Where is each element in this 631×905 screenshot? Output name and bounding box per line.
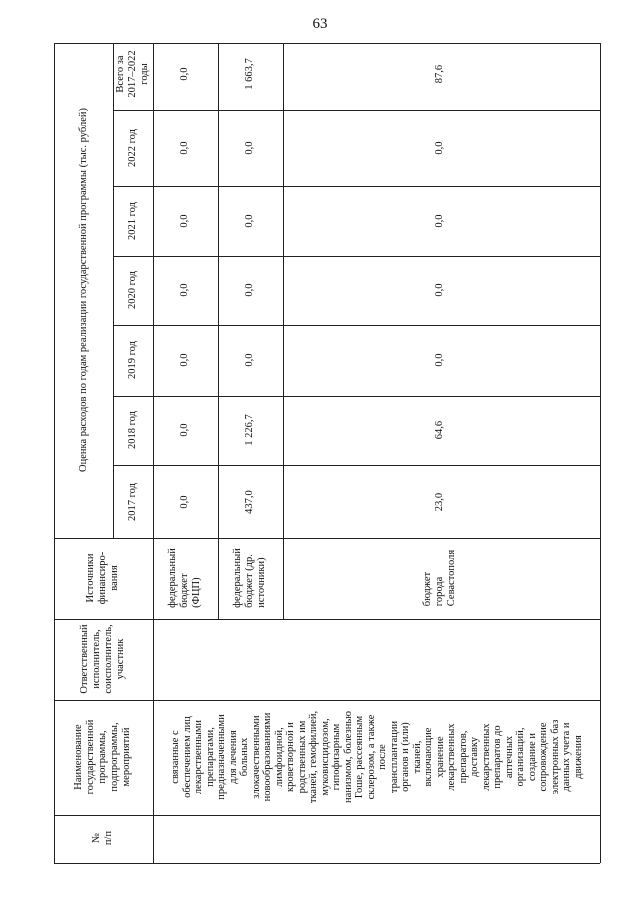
value-cell: 0,0 [244,214,255,228]
table-border-bottom [54,863,600,864]
value-cell: 0,0 [179,495,190,509]
value-cell: 0,0 [179,423,190,437]
value-cell: 0,0 [179,214,190,228]
num-header: № п/п [91,830,114,846]
divider-2020-2019 [113,325,600,326]
measure-name-text: связанные с обеспечением лиц лекарственными препаратами, предназначенными для лечения больных злокачественными новообразованиями лимфоидной, кроветворной и родственных им тканей, гемофилией, муковисцидозом, гипофизарным нанизмом, болезнью Гоше, рассеянным склерозом, а также после трансплантации органов и (или) тканей, включающие хранение лекарственных препаратов, доставку лекарственных препаратов до аптечных организаций, создание и сопровождение электронных баз данных учета и движения [170,710,584,804]
divider-2022-2021 [113,186,600,187]
source-sevastopol: бюджет города Севастополя [422,549,457,607]
estimate-header-divider [113,43,114,539]
value-cell: 0,0 [244,353,255,367]
value-cell: 87,6 [434,64,445,84]
table-divider-name [54,700,600,701]
value-cell: 0,0 [244,283,255,297]
value-cell: 0,0 [244,141,255,155]
year-header-2018: 2018 год [127,411,138,449]
value-cell: 0,0 [434,141,445,155]
row-divider-1 [218,43,219,620]
value-cell: 0,0 [179,283,190,297]
divider-total-2022 [113,110,600,111]
year-header-2021: 2021 год [127,202,138,240]
year-header-2019: 2019 год [127,341,138,379]
year-header-2020: 2020 год [127,271,138,309]
value-cell: 1 663,7 [244,58,255,90]
value-cell: 0,0 [179,67,190,81]
value-cell: 0,0 [434,214,445,228]
source-fcp: федеральный бюджет (ФЦП) [167,548,202,608]
row-divider-2 [283,43,284,620]
table-border-top [54,43,600,44]
sources-header: Источники финансиро- вания [85,551,120,605]
value-cell: 1 226,7 [244,414,255,446]
year-header-total: Всего за 2017–2022 годы [115,50,150,98]
divider-2019-2018 [113,396,600,397]
responsible-header: Ответственный исполнитель, соисполнитель, участник [79,624,126,694]
source-federal-other: федеральный бюджет (др. источники) [232,548,267,608]
value-cell: 23,0 [434,492,445,512]
table-border-left [54,43,55,863]
value-cell: 437,0 [244,490,255,514]
estimate-header: Оценка расходов по годам реализации государственной программы (тыс. рублей) [78,108,89,472]
year-header-2022: 2022 год [127,129,138,167]
table-border-right [600,43,601,863]
page-number: 63 [312,16,328,32]
header-body-divider [153,43,154,863]
value-cell: 0,0 [179,141,190,155]
table-divider-responsible [54,619,600,620]
value-cell: 0,0 [179,353,190,367]
year-header-2017: 2017 год [127,483,138,521]
table-divider-num [54,815,600,816]
divider-2021-2020 [113,256,600,257]
value-cell: 0,0 [434,353,445,367]
value-cell: 64,6 [434,420,445,440]
value-cell: 0,0 [434,283,445,297]
divider-2018-2017 [113,465,600,466]
name-header: Наименование государственной программы, подпрограммы, мероприятий [73,719,132,795]
table-divider-sources [54,538,600,539]
